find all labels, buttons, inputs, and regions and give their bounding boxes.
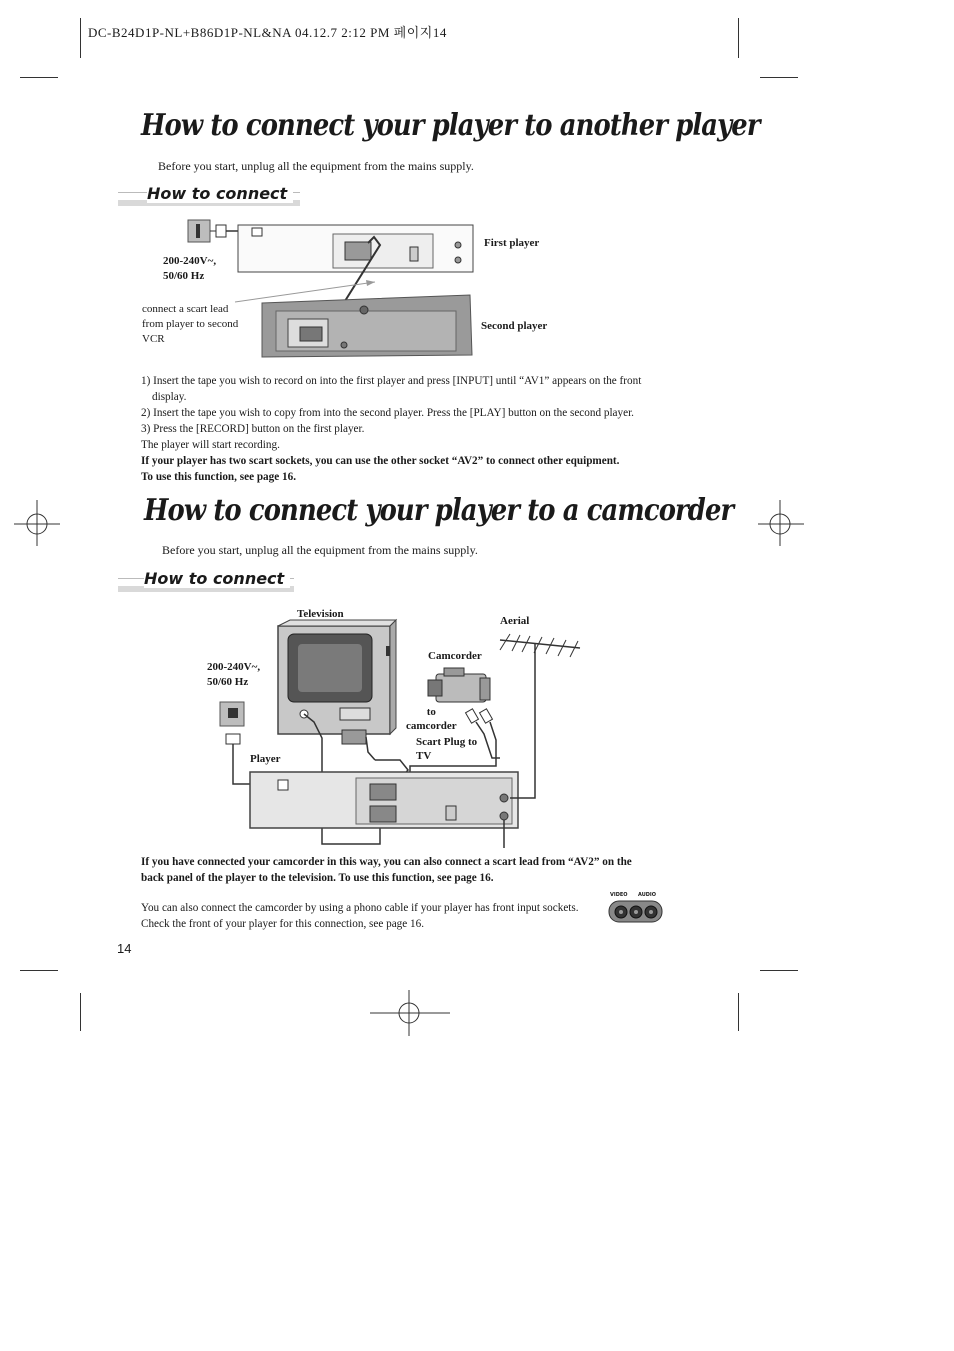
crop-mark <box>20 77 58 78</box>
page-number: 14 <box>117 941 132 956</box>
section1-steps <box>141 373 686 485</box>
section1-subheading: How to connect <box>147 184 293 203</box>
first-player-label: First player <box>484 237 540 249</box>
step-1: 1) Insert the tape you wish to record on into the first player and press [INPUT] until “AV1” appears on the front <box>141 375 642 387</box>
crop-mark <box>738 993 739 1031</box>
step-3-note: The player will start recording. <box>141 439 280 451</box>
section2-subheading: How to connect <box>144 569 290 588</box>
front-input-sockets-icon: VIDEO AUDIO <box>608 894 664 924</box>
camcorder-icon <box>428 668 490 702</box>
step-1-cont: display. <box>152 391 187 403</box>
power-label-1: 200-240V~, 50/60 Hz <box>163 255 217 282</box>
crop-mark <box>20 970 58 971</box>
section1-note-2: To use this function, see page 16. <box>141 471 296 483</box>
section2-note: If you have connected your camcorder in this way, you can also connect a scart lead from “AV2” on the back panel of the player to the television. To use this function, see page 16. <box>141 856 632 884</box>
step-3: 3) Press the [RECORD] button on the first player. <box>141 423 365 435</box>
player-label: Player <box>250 753 281 765</box>
crop-mark <box>80 993 81 1031</box>
section1-note-1: If your player has two scart sockets, you can use the other socket “AV2” to connect other equipment. <box>141 455 620 467</box>
crop-mark <box>760 77 798 78</box>
crop-mark <box>760 970 798 971</box>
camcorder-label: Camcorder <box>428 650 482 662</box>
section2-phono-note: You can also connect the camcorder by using a phono cable if your player has front input sockets. Check the front of your player for this connection, see page 16. <box>141 902 579 930</box>
section1-title: How to connect your player to another player <box>141 108 760 143</box>
registration-mark <box>14 500 60 546</box>
to-camcorder-label: to camcorder <box>406 706 457 732</box>
camcorder-diagram <box>200 610 600 850</box>
second-player-label: Second player <box>481 320 548 332</box>
step-2: 2) Insert the tape you wish to copy from into the second player. Press the [PLAY] button on the second player. <box>141 407 634 419</box>
print-header: DC-B24D1P-NL+B86D1P-NL&NA 04.12.7 2:12 PM 페이지14 <box>88 25 447 40</box>
section2-title: How to connect your player to a camcorder <box>144 493 734 528</box>
registration-mark <box>370 990 450 1036</box>
section1-intro: Before you start, unplug all the equipment from the mains supply. <box>158 159 474 173</box>
aerial-label: Aerial <box>500 615 530 627</box>
power-label-2: 200-240V~, 50/60 Hz <box>207 661 261 688</box>
crop-mark <box>80 18 81 58</box>
section2-intro: Before you start, unplug all the equipment from the mains supply. <box>162 543 478 557</box>
registration-mark <box>758 500 804 546</box>
television-label: Television <box>297 608 344 620</box>
scart-note: connect a scart lead from player to second VCR <box>142 303 239 345</box>
scart-plug-label: Scart Plug to TV <box>416 736 478 762</box>
crop-mark <box>738 18 739 58</box>
